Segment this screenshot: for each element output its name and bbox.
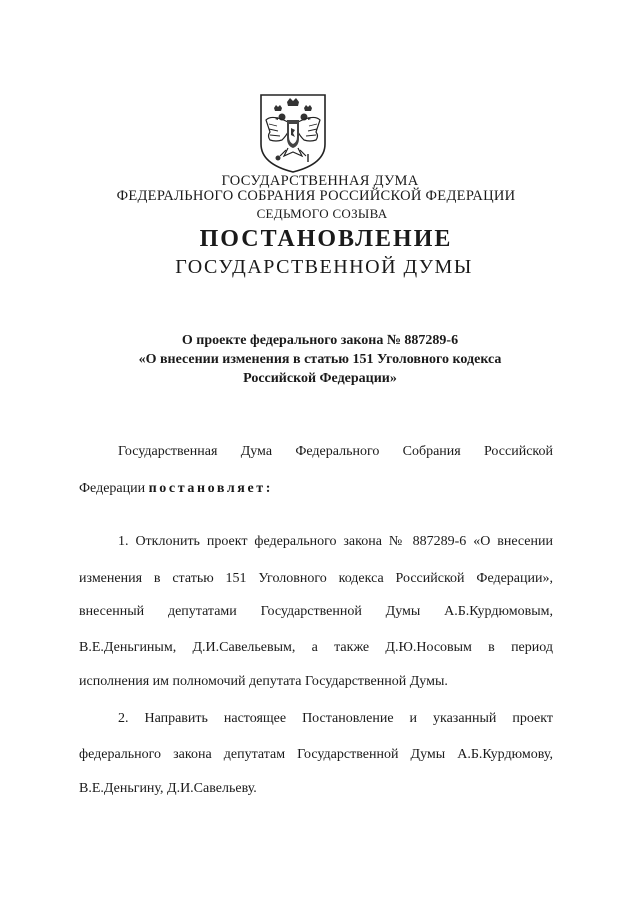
document-title-line-3: Российской Федерации» <box>243 371 397 386</box>
item-1-line-4: В.Е.Деньгиным, Д.И.Савельевым, а также Д.Ю.Носовым в период <box>79 640 553 655</box>
preamble-line-2 <box>79 480 553 498</box>
document-issuer: ГОСУДАРСТВЕННОЙ ДУМЫ <box>175 256 473 278</box>
preamble-start-text: Федерации <box>79 481 149 496</box>
document-title-line-1: О проекте федерального закона № 887289-6 <box>181 333 459 348</box>
organization-name: ГОСУДАРСТВЕННАЯ ДУМА <box>221 173 419 189</box>
convocation: СЕДЬМОГО СОЗЫВА <box>256 206 388 221</box>
russian-coat-of-arms-icon <box>258 92 328 174</box>
preamble-line-1: Государственная Дума Федерального Собрания Российской <box>118 444 553 459</box>
item-1-line-2: изменения в статью 151 Уголовного кодекса Российской Федерации», <box>79 571 553 586</box>
item-2-line-1: 2. Направить настоящее Постановление и указанный проект <box>118 711 553 726</box>
document-type: ПОСТАНОВЛЕНИЕ <box>199 226 453 252</box>
item-1-line-5: исполнения им полномочий депутата Государственной Думы. <box>79 674 448 689</box>
organization-parent: ФЕДЕРАЛЬНОГО СОБРАНИЯ РОССИЙСКОЙ ФЕДЕРАЦИИ <box>116 188 516 204</box>
item-1-line-3: внесенный депутатами Государственной Думы А.Б.Курдюмовым, <box>79 604 553 619</box>
item-2-line-3: В.Е.Деньгину, Д.И.Савельеву. <box>79 781 257 796</box>
item-2-line-2: федерального закона депутатам Государственной Думы А.Б.Курдюмову, <box>79 747 553 762</box>
document-title-line-2: «О внесении изменения в статью 151 Уголовного кодекса <box>138 352 502 367</box>
item-1-line-1: 1. Отклонить проект федерального закона № 887289-6 «О внесении <box>118 534 553 549</box>
resolves-keyword: постановляет: <box>148 481 274 496</box>
